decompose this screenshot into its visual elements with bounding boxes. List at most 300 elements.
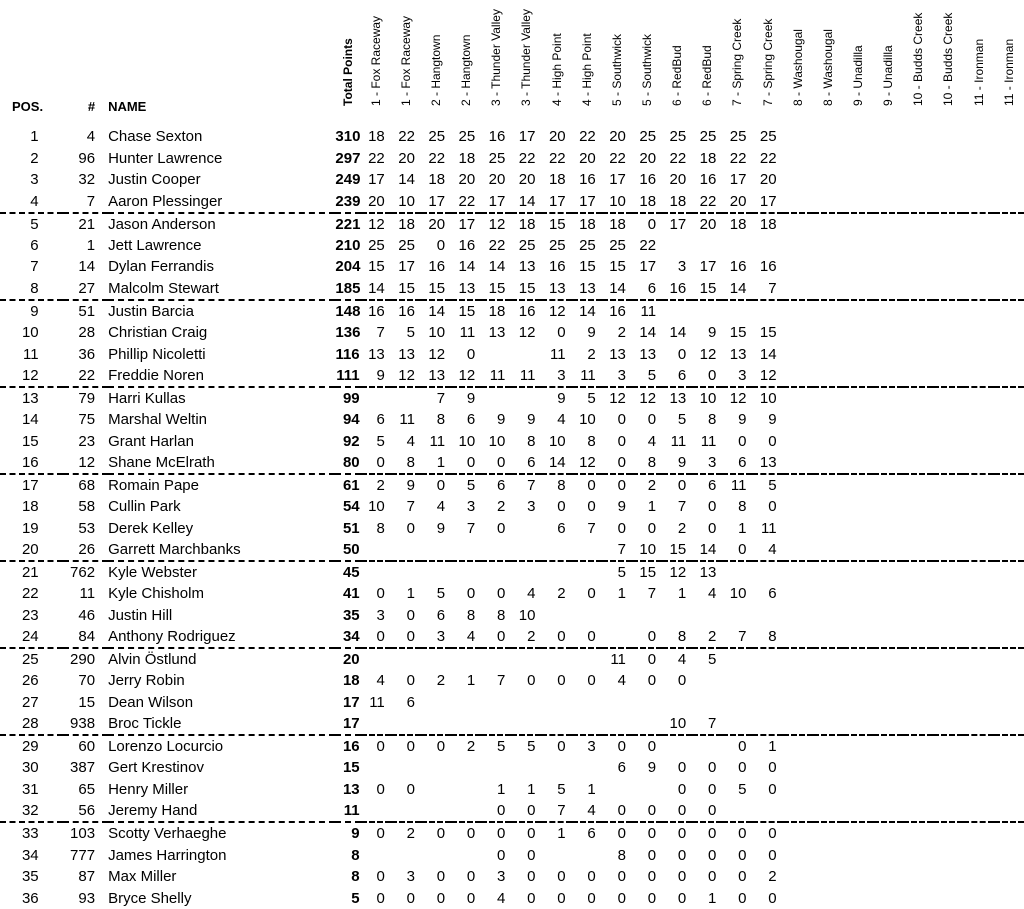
header-race-label: 3 - Thunder Valley xyxy=(489,9,504,106)
total-points-cell: 111 xyxy=(335,365,360,387)
race-points-cell xyxy=(541,605,571,627)
race-points-cell xyxy=(963,213,993,235)
position-cell: 9 xyxy=(30,302,39,320)
race-points-cell xyxy=(933,735,963,757)
race-points-cell: 17 xyxy=(669,215,687,233)
race-points-cell: 17 xyxy=(639,258,657,276)
race-points-cell: 16 xyxy=(398,302,415,320)
race-points-cell: 7 xyxy=(752,278,782,300)
race-points-cell xyxy=(843,365,873,387)
race-points-cell: 0 xyxy=(617,825,626,843)
race-points-cell: 0 xyxy=(707,781,717,799)
header-race-label: 2 - Hangtown xyxy=(428,34,443,106)
race-points-cell xyxy=(873,496,903,518)
race-points-cell xyxy=(511,713,541,735)
race-points-cell xyxy=(843,343,873,365)
table-row xyxy=(0,735,1024,757)
position-cell: 33 xyxy=(21,825,39,843)
race-points-cell xyxy=(903,365,933,387)
race-points-cell: 0 xyxy=(376,868,385,886)
race-points-cell xyxy=(963,692,993,714)
race-points-cell: 12 xyxy=(639,389,657,407)
rider-number-cell: 60 xyxy=(78,738,96,756)
race-points-cell xyxy=(903,126,933,148)
table-row xyxy=(0,191,1024,213)
race-points-cell: 25 xyxy=(759,128,777,146)
race-points-cell xyxy=(813,365,843,387)
race-points-cell: 13 xyxy=(669,389,687,407)
rider-name-cell: Freddie Noren xyxy=(108,365,335,387)
race-points-cell xyxy=(843,213,873,235)
race-points-cell: 5 xyxy=(738,781,747,799)
race-points-cell xyxy=(662,300,692,322)
rider-number-cell: 762 xyxy=(70,564,96,582)
position-cell: 20 xyxy=(0,539,63,561)
race-points-cell xyxy=(963,800,993,822)
total-points-cell: 5 xyxy=(351,889,360,907)
race-points-cell: 0 xyxy=(481,626,511,648)
position-cell: 24 xyxy=(0,626,63,648)
race-points-cell: 5 xyxy=(768,476,777,494)
race-points-cell xyxy=(933,583,963,605)
position-cell: 30 xyxy=(21,759,39,777)
race-points-cell xyxy=(994,169,1024,191)
race-points-cell: 0 xyxy=(647,672,657,690)
race-points-cell: 0 xyxy=(617,889,626,907)
header-race-label: 7 - Spring Creek xyxy=(760,18,775,106)
race-points-cell xyxy=(541,692,571,714)
race-points-cell xyxy=(361,800,391,822)
race-points-cell xyxy=(752,561,782,583)
race-points-cell: 0 xyxy=(436,868,446,886)
race-points-cell xyxy=(903,648,933,670)
race-points-cell xyxy=(994,779,1024,801)
rider-number-cell: 84 xyxy=(63,626,108,648)
race-points-cell xyxy=(994,191,1024,213)
header-row xyxy=(0,0,1024,126)
race-points-cell: 0 xyxy=(481,452,511,474)
race-points-cell: 15 xyxy=(421,278,451,300)
race-points-cell xyxy=(813,887,843,909)
race-points-cell: 1 xyxy=(707,889,717,907)
race-points-cell: 3 xyxy=(692,452,722,474)
race-points-cell xyxy=(994,822,1024,844)
race-points-cell: 0 xyxy=(677,476,687,494)
race-points-cell: 12 xyxy=(729,389,747,407)
race-points-cell xyxy=(511,387,541,409)
table-row xyxy=(0,256,1024,278)
race-points-cell: 17 xyxy=(572,191,602,213)
position-cell: 19 xyxy=(21,519,39,537)
race-points-cell xyxy=(692,692,722,714)
race-points-cell: 0 xyxy=(557,868,566,886)
race-points-cell xyxy=(903,713,933,735)
race-points-cell: 9 xyxy=(466,389,476,407)
race-points-cell xyxy=(813,256,843,278)
race-points-cell xyxy=(813,561,843,583)
rider-number-cell: 15 xyxy=(78,693,96,711)
race-points-cell: 0 xyxy=(587,868,596,886)
race-points-cell xyxy=(933,517,963,539)
race-points-cell xyxy=(843,648,873,670)
race-points-cell: 17 xyxy=(699,258,717,276)
race-points-cell: 2 xyxy=(497,498,506,516)
race-points-cell xyxy=(541,713,571,735)
race-points-cell xyxy=(421,692,451,714)
race-points-cell xyxy=(813,278,843,300)
header-race-label: 1 - Fox Raceway xyxy=(368,15,383,106)
race-points-cell: 0 xyxy=(677,345,687,363)
race-points-cell: 11 xyxy=(511,365,541,387)
race-points-cell: 7 xyxy=(466,519,476,537)
rider-name-cell: Romain Pape xyxy=(108,476,199,494)
race-points-cell: 13 xyxy=(639,345,657,363)
race-points-cell: 16 xyxy=(458,236,476,254)
race-points-cell xyxy=(963,822,993,844)
race-points-cell xyxy=(783,800,813,822)
race-points-cell: 2 xyxy=(436,672,446,690)
race-points-cell: 13 xyxy=(752,452,782,474)
position-cell: 35 xyxy=(21,868,39,886)
race-points-cell xyxy=(783,735,813,757)
race-points-cell xyxy=(813,800,843,822)
race-points-cell: 11 xyxy=(730,476,747,494)
race-points-cell: 20 xyxy=(361,191,391,213)
race-points-cell xyxy=(783,191,813,213)
race-points-cell: 4 xyxy=(572,800,602,822)
race-points-cell: 0 xyxy=(738,889,747,907)
rider-name-cell: Malcolm Stewart xyxy=(108,278,335,300)
race-points-cell xyxy=(903,822,933,844)
race-points-cell: 0 xyxy=(768,498,777,516)
race-points-cell xyxy=(963,452,993,474)
race-points-cell: 10 xyxy=(579,411,596,429)
race-points-cell: 0 xyxy=(587,672,596,690)
total-points-cell: 204 xyxy=(335,258,361,276)
race-points-cell: 0 xyxy=(647,868,657,886)
race-points-cell: 0 xyxy=(738,868,747,886)
position-cell: 29 xyxy=(21,738,39,756)
total-points-cell: 45 xyxy=(342,564,360,582)
race-points-cell xyxy=(933,561,963,583)
race-points-cell: 0 xyxy=(557,498,566,516)
race-points-cell xyxy=(994,126,1024,148)
race-points-cell xyxy=(481,692,511,714)
race-points-cell: 0 xyxy=(587,889,596,907)
race-points-cell xyxy=(813,430,843,452)
rider-name-cell: Lorenzo Locurcio xyxy=(108,738,224,756)
race-points-cell xyxy=(963,322,993,344)
race-points-cell xyxy=(783,822,813,844)
race-points-cell xyxy=(963,648,993,670)
race-points-cell: 17 xyxy=(398,258,415,276)
race-points-cell: 22 xyxy=(639,236,657,254)
race-points-cell: 1 xyxy=(527,781,536,799)
header-race xyxy=(662,0,692,126)
race-points-cell xyxy=(813,539,843,561)
race-points-cell: 6 xyxy=(662,365,692,387)
race-points-cell xyxy=(903,800,933,822)
race-points-cell: 3 xyxy=(376,606,385,624)
race-points-cell: 0 xyxy=(707,519,717,537)
race-points-cell xyxy=(843,496,873,518)
race-points-cell: 2 xyxy=(376,476,385,494)
rider-name-cell: Jeremy Hand xyxy=(108,800,335,822)
race-points-cell: 2 xyxy=(587,345,596,363)
race-points-cell xyxy=(994,583,1024,605)
race-points-cell: 4 xyxy=(406,432,415,450)
race-points-cell xyxy=(933,496,963,518)
race-points-cell xyxy=(933,844,963,866)
race-points-cell: 8 xyxy=(391,452,421,474)
header-name: NAME xyxy=(108,99,147,114)
race-points-cell xyxy=(903,670,933,692)
header-pos: POS. xyxy=(12,99,44,114)
position-cell: 4 xyxy=(0,191,63,213)
race-points-cell xyxy=(843,887,873,909)
race-points-cell: 20 xyxy=(488,171,506,189)
race-points-cell xyxy=(994,866,1024,888)
race-points-cell xyxy=(903,452,933,474)
race-points-cell: 2 xyxy=(557,585,566,603)
total-points-cell: 8 xyxy=(351,868,360,886)
race-points-cell xyxy=(391,757,421,779)
race-points-cell xyxy=(783,365,813,387)
race-points-cell: 25 xyxy=(729,128,747,146)
race-points-cell xyxy=(903,430,933,452)
race-points-cell: 0 xyxy=(497,825,506,843)
race-points-cell: 11 xyxy=(429,432,446,450)
race-points-cell xyxy=(783,670,813,692)
header-race xyxy=(783,0,813,126)
race-points-cell xyxy=(813,735,843,757)
race-points-cell: 3 xyxy=(587,738,596,756)
race-points-cell xyxy=(933,256,963,278)
race-points-cell xyxy=(903,474,933,496)
race-points-cell: 10 xyxy=(458,432,476,450)
table-row xyxy=(0,213,1024,235)
race-points-cell xyxy=(963,713,993,735)
race-points-cell: 9 xyxy=(497,411,506,429)
race-points-cell xyxy=(933,387,963,409)
total-points-cell: 35 xyxy=(342,606,360,624)
race-points-cell: 18 xyxy=(759,215,777,233)
race-points-cell: 0 xyxy=(617,476,626,494)
race-points-cell: 18 xyxy=(548,171,566,189)
race-points-cell: 0 xyxy=(587,476,596,494)
total-points-cell: 148 xyxy=(335,302,361,320)
race-points-cell xyxy=(903,539,933,561)
race-points-cell: 0 xyxy=(376,781,385,799)
rider-number-cell: 32 xyxy=(78,171,96,189)
race-points-cell xyxy=(994,539,1024,561)
race-points-cell: 0 xyxy=(617,519,626,537)
race-points-cell xyxy=(783,561,813,583)
race-points-cell: 8 xyxy=(497,606,506,624)
race-points-cell xyxy=(451,713,481,735)
race-points-cell xyxy=(963,517,993,539)
race-points-cell xyxy=(994,670,1024,692)
race-points-cell: 0 xyxy=(436,889,446,907)
race-points-cell xyxy=(963,387,993,409)
race-points-cell: 0 xyxy=(557,738,566,756)
race-points-cell: 20 xyxy=(458,171,476,189)
race-points-cell xyxy=(994,517,1024,539)
race-points-cell: 5 xyxy=(617,564,626,582)
race-points-cell: 2 xyxy=(692,626,722,648)
race-points-cell xyxy=(843,430,873,452)
race-points-cell: 13 xyxy=(451,278,481,300)
race-points-cell: 12 xyxy=(699,345,717,363)
race-points-cell xyxy=(963,169,993,191)
table-row xyxy=(0,844,1024,866)
race-points-cell: 0 xyxy=(527,672,536,690)
race-points-cell xyxy=(903,517,933,539)
position-cell: 28 xyxy=(0,713,63,735)
race-points-cell: 12 xyxy=(518,324,536,341)
header-race xyxy=(511,0,541,126)
race-points-cell xyxy=(722,800,752,822)
race-points-cell: 4 xyxy=(527,585,536,603)
race-points-cell xyxy=(783,387,813,409)
race-points-cell: 16 xyxy=(579,171,596,189)
table-row xyxy=(0,779,1024,801)
race-points-cell xyxy=(994,300,1024,322)
race-points-cell: 10 xyxy=(488,432,506,450)
race-points-cell xyxy=(843,561,873,583)
race-points-cell: 0 xyxy=(707,846,717,864)
race-points-cell: 0 xyxy=(738,825,747,843)
rider-number-cell: 28 xyxy=(78,324,96,341)
race-points-cell: 8 xyxy=(557,476,566,494)
rider-number-cell: 56 xyxy=(63,800,108,822)
table-row xyxy=(0,626,1024,648)
race-points-cell xyxy=(783,235,813,257)
race-points-cell xyxy=(662,235,692,257)
race-points-cell: 0 xyxy=(677,868,687,886)
race-points-cell xyxy=(994,343,1024,365)
total-points-cell: 297 xyxy=(335,149,361,167)
header-race xyxy=(994,0,1024,126)
race-points-cell xyxy=(722,713,752,735)
race-points-cell: 6 xyxy=(511,452,541,474)
position-cell: 7 xyxy=(30,258,39,276)
race-points-cell: 12 xyxy=(609,389,626,407)
total-points-cell: 16 xyxy=(342,738,360,756)
table-row xyxy=(0,278,1024,300)
header-race-label: 1 - Fox Raceway xyxy=(398,15,413,106)
race-points-cell xyxy=(813,452,843,474)
race-points-cell xyxy=(873,148,903,170)
race-points-cell: 0 xyxy=(436,738,446,756)
race-points-cell xyxy=(752,800,782,822)
race-points-cell xyxy=(813,169,843,191)
race-points-cell: 16 xyxy=(488,128,506,146)
rider-name-cell: Anthony Rodriguez xyxy=(108,626,335,648)
position-cell: 11 xyxy=(23,345,39,363)
race-points-cell xyxy=(963,539,993,561)
race-points-cell: 0 xyxy=(527,868,536,886)
position-cell: 22 xyxy=(21,585,39,603)
race-points-cell xyxy=(632,605,662,627)
total-points-cell: 20 xyxy=(342,651,360,669)
race-points-cell xyxy=(873,779,903,801)
race-points-cell xyxy=(722,670,752,692)
race-points-cell: 14 xyxy=(692,539,722,561)
race-points-cell: 5 xyxy=(527,738,536,756)
race-points-cell xyxy=(933,779,963,801)
race-points-cell xyxy=(933,409,963,431)
race-points-cell xyxy=(873,365,903,387)
rider-number-cell: 7 xyxy=(63,191,108,213)
race-points-cell xyxy=(903,605,933,627)
race-points-cell xyxy=(963,235,993,257)
header-race xyxy=(541,0,571,126)
race-points-cell: 25 xyxy=(609,236,626,254)
total-points-cell: 50 xyxy=(335,539,360,561)
race-points-cell xyxy=(722,235,752,257)
race-points-cell xyxy=(813,387,843,409)
race-points-cell xyxy=(843,692,873,714)
race-points-cell: 3 xyxy=(677,258,687,276)
race-points-cell: 14 xyxy=(458,258,476,276)
race-points-cell xyxy=(511,561,541,583)
position-cell: 26 xyxy=(21,672,39,690)
rider-number-cell: 79 xyxy=(78,389,96,407)
race-points-cell: 5 xyxy=(376,432,385,450)
race-points-cell xyxy=(813,235,843,257)
race-points-cell: 10 xyxy=(699,389,717,407)
race-points-cell xyxy=(873,561,903,583)
race-points-cell xyxy=(783,213,813,235)
race-points-cell: 6 xyxy=(497,476,506,494)
race-points-cell: 0 xyxy=(481,800,511,822)
race-points-cell: 15 xyxy=(579,258,596,276)
rider-number-cell: 11 xyxy=(79,585,96,603)
race-points-cell: 0 xyxy=(647,738,657,756)
header-race-label: 9 - Unadilla xyxy=(881,45,896,106)
header-race xyxy=(572,0,602,126)
race-points-cell xyxy=(933,365,963,387)
race-points-cell: 5 xyxy=(497,738,506,756)
race-points-cell xyxy=(994,626,1024,648)
table-row xyxy=(0,148,1024,170)
total-points-cell: 61 xyxy=(342,476,360,494)
race-points-cell xyxy=(963,605,993,627)
race-points-cell: 0 xyxy=(602,452,632,474)
race-points-cell xyxy=(903,692,933,714)
race-points-cell: 8 xyxy=(752,626,782,648)
race-points-cell xyxy=(843,670,873,692)
race-points-cell xyxy=(873,278,903,300)
race-points-cell: 13 xyxy=(541,278,571,300)
race-points-cell xyxy=(903,844,933,866)
race-points-cell: 8 xyxy=(738,498,747,516)
race-points-cell: 11 xyxy=(610,651,626,669)
race-points-cell xyxy=(873,626,903,648)
race-points-cell: 0 xyxy=(406,519,415,537)
table-row xyxy=(0,713,1024,735)
race-points-cell xyxy=(963,583,993,605)
race-points-cell: 17 xyxy=(729,171,747,189)
race-points-cell: 10 xyxy=(729,585,747,603)
race-points-cell xyxy=(933,539,963,561)
header-race xyxy=(451,0,481,126)
race-points-cell xyxy=(813,343,843,365)
total-points-cell: 94 xyxy=(342,411,360,429)
race-points-cell xyxy=(813,648,843,670)
header-race-label: 4 - High Point xyxy=(579,33,594,106)
